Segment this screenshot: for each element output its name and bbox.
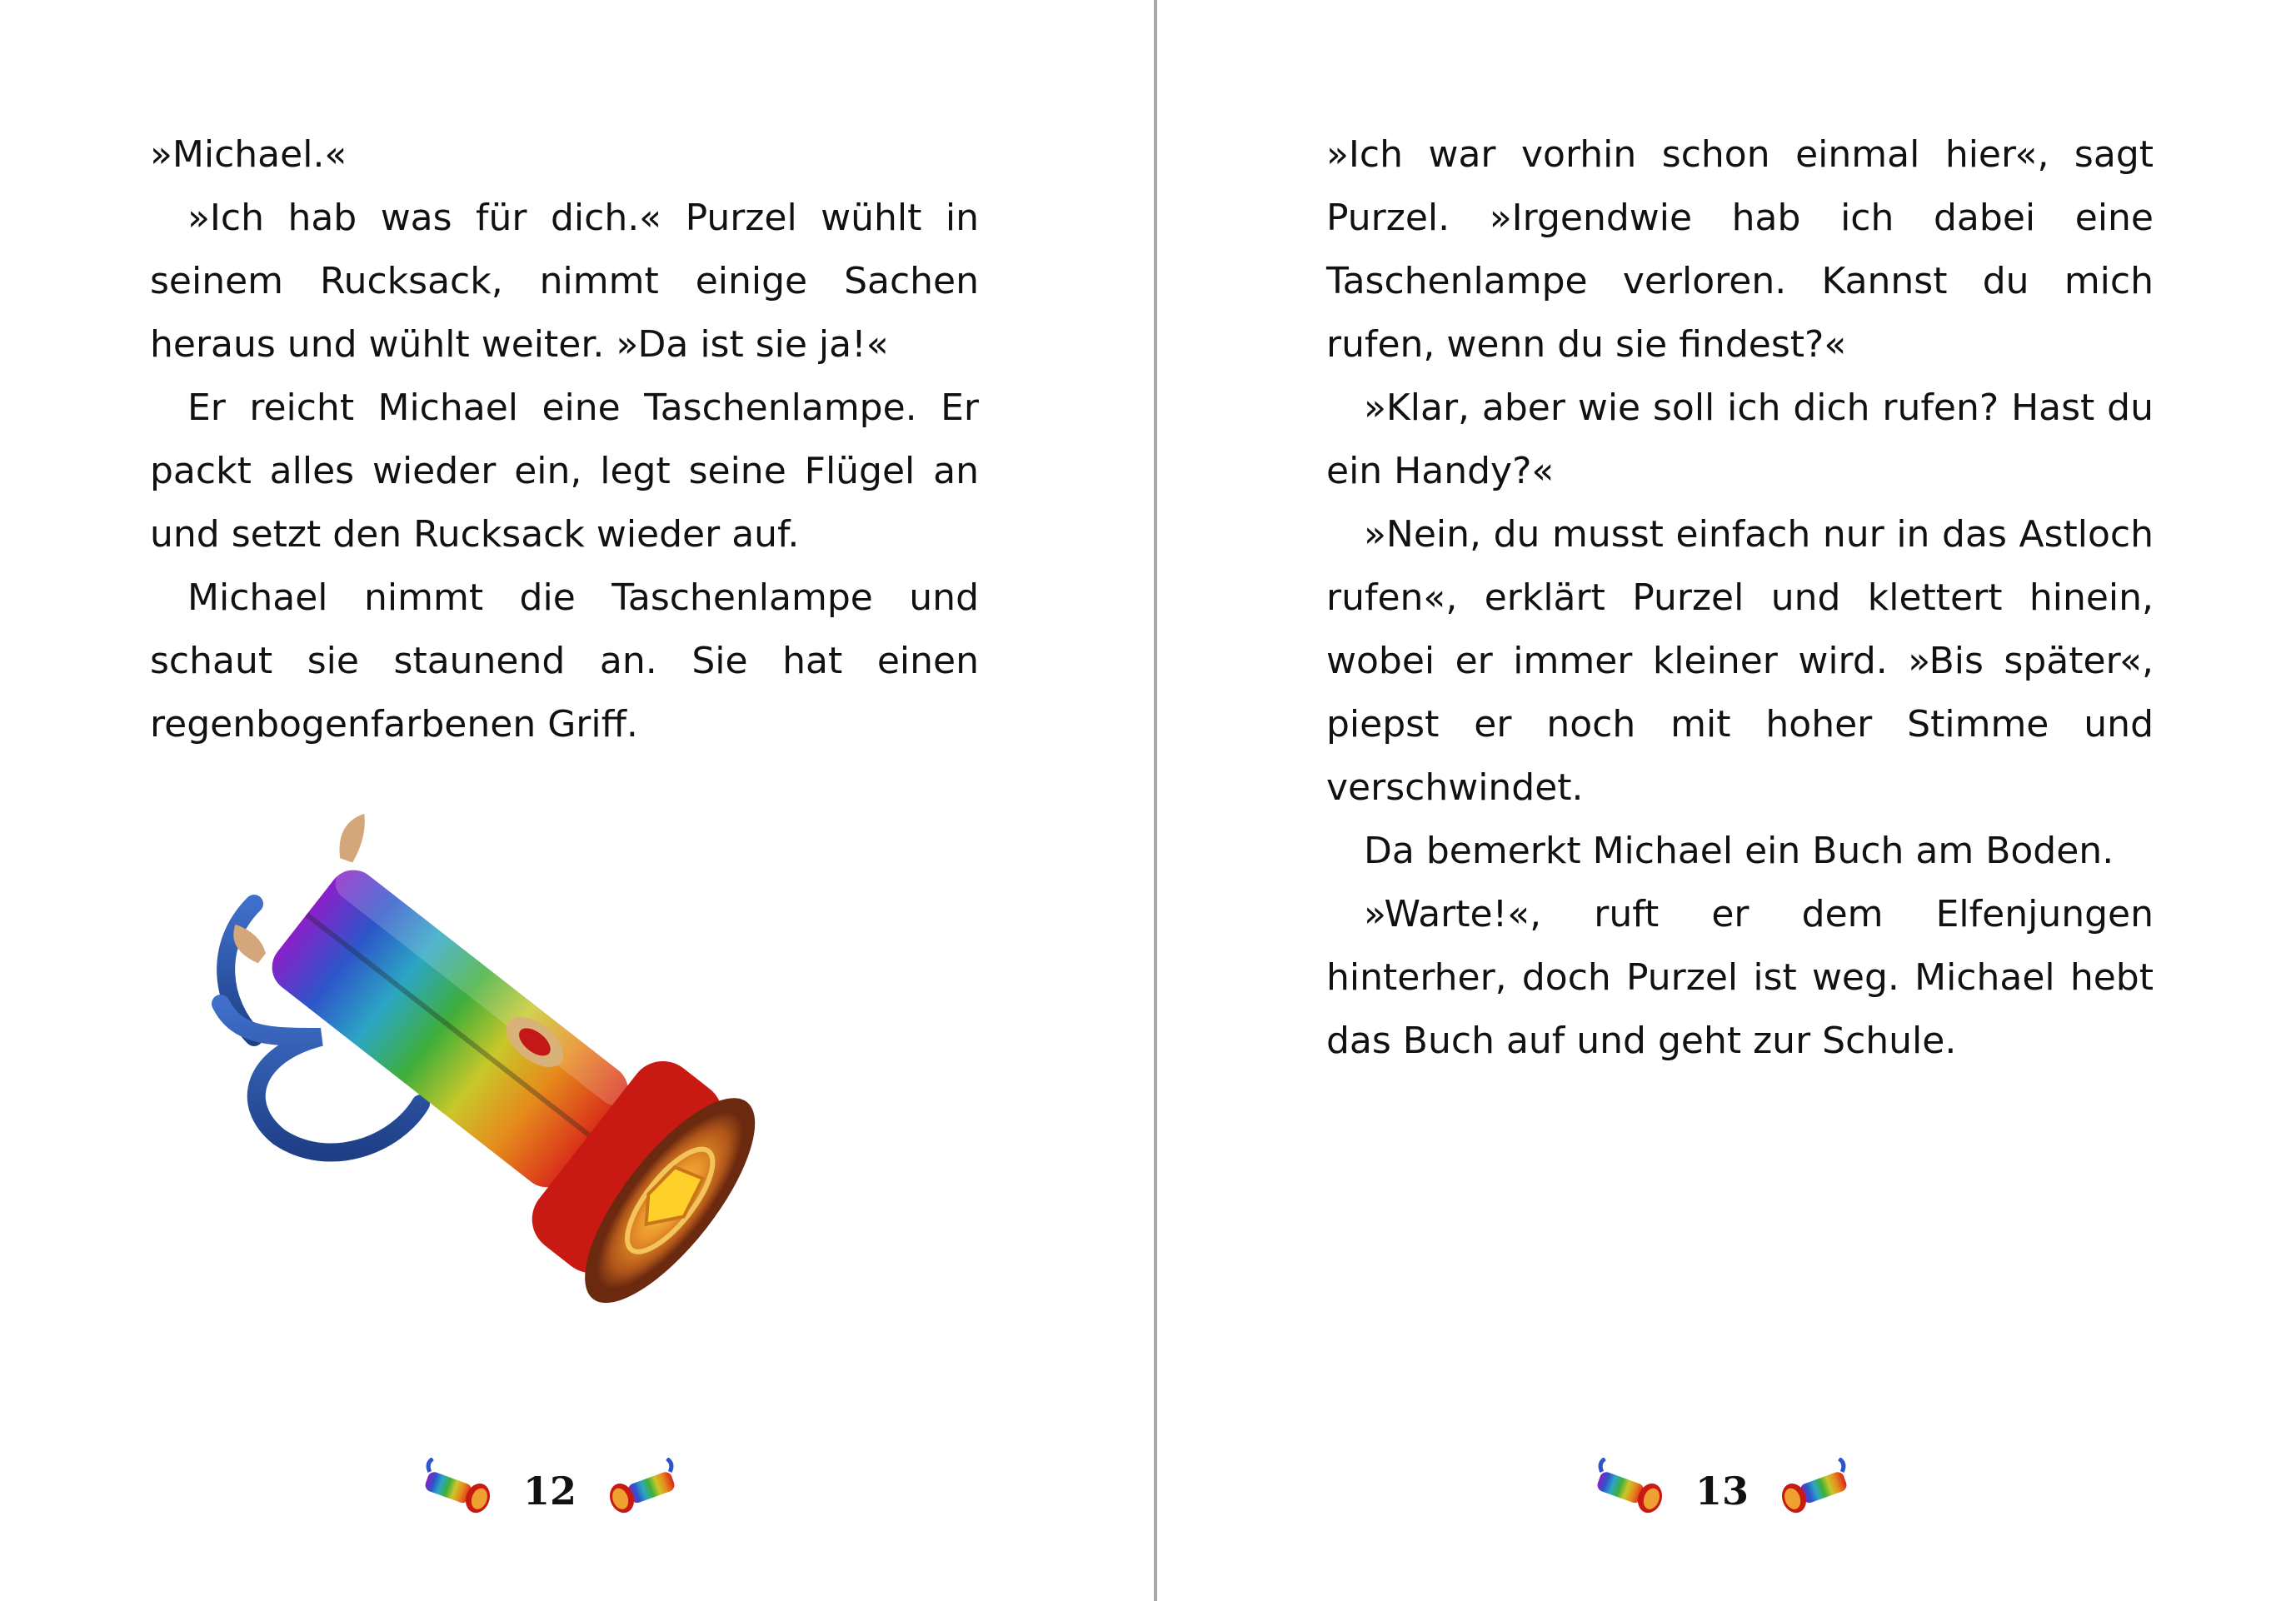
paragraph: Michael nimmt die Taschenlampe und schaut sie staunend an. Sie hat einen regenbogenfarbenen Griff. xyxy=(150,576,979,746)
page-number: 12 xyxy=(522,1469,576,1514)
page-footer xyxy=(1547,1454,1897,1529)
paragraph: »Klar, aber wie soll ich dich rufen? Hast du ein Handy?« xyxy=(1326,387,2154,492)
paragraph: Er reicht Michael eine Taschenlampe. Er packt alles wieder ein, legt seine Flügel an und setzt den Rucksack wieder auf. xyxy=(150,387,979,556)
page-number: 13 xyxy=(1695,1469,1749,1514)
flashlight-ornament-icon xyxy=(1768,1458,1859,1524)
page-footer xyxy=(375,1454,725,1529)
left-page-text xyxy=(150,123,979,756)
paragraph: »Ich war vorhin schon einmal hier«, sagt Purzel. »Irgendwie hab ich dabei eine Taschenlampe verloren. Kannst du mich rufen, wenn du sie findest?« xyxy=(1326,133,2154,366)
paragraph: »Warte!«, ruft er dem Elfenjungen hinterher, doch Purzel ist weg. Michael hebt das Buch auf und geht zur Schule. xyxy=(1326,893,2154,1062)
paragraph: »Michael.« xyxy=(150,133,347,176)
paragraph: »Nein, du musst einfach nur in das Astloch rufen«, erklärt Purzel und klettert hinein, wobei er immer kleiner wird. »Bis später«, piepst er noch mit hoher Stimme und verschwindet. xyxy=(1326,513,2154,809)
right-page-text xyxy=(1326,123,2154,1073)
rainbow-flashlight-icon xyxy=(204,787,871,1420)
paragraph: Da bemerkt Michael ein Buch am Boden. xyxy=(1364,830,2114,872)
paragraph: »Ich hab was für dich.« Purzel wühlt in seinem Rucksack, nimmt einige Sachen heraus und wühlt weiter. »Da ist sie ja!« xyxy=(150,197,979,366)
right-page xyxy=(1157,0,2296,1601)
flashlight-ornament-icon xyxy=(412,1458,504,1524)
flashlight-ornament-icon xyxy=(596,1458,687,1524)
flashlight-ornament-icon xyxy=(1585,1458,1676,1524)
